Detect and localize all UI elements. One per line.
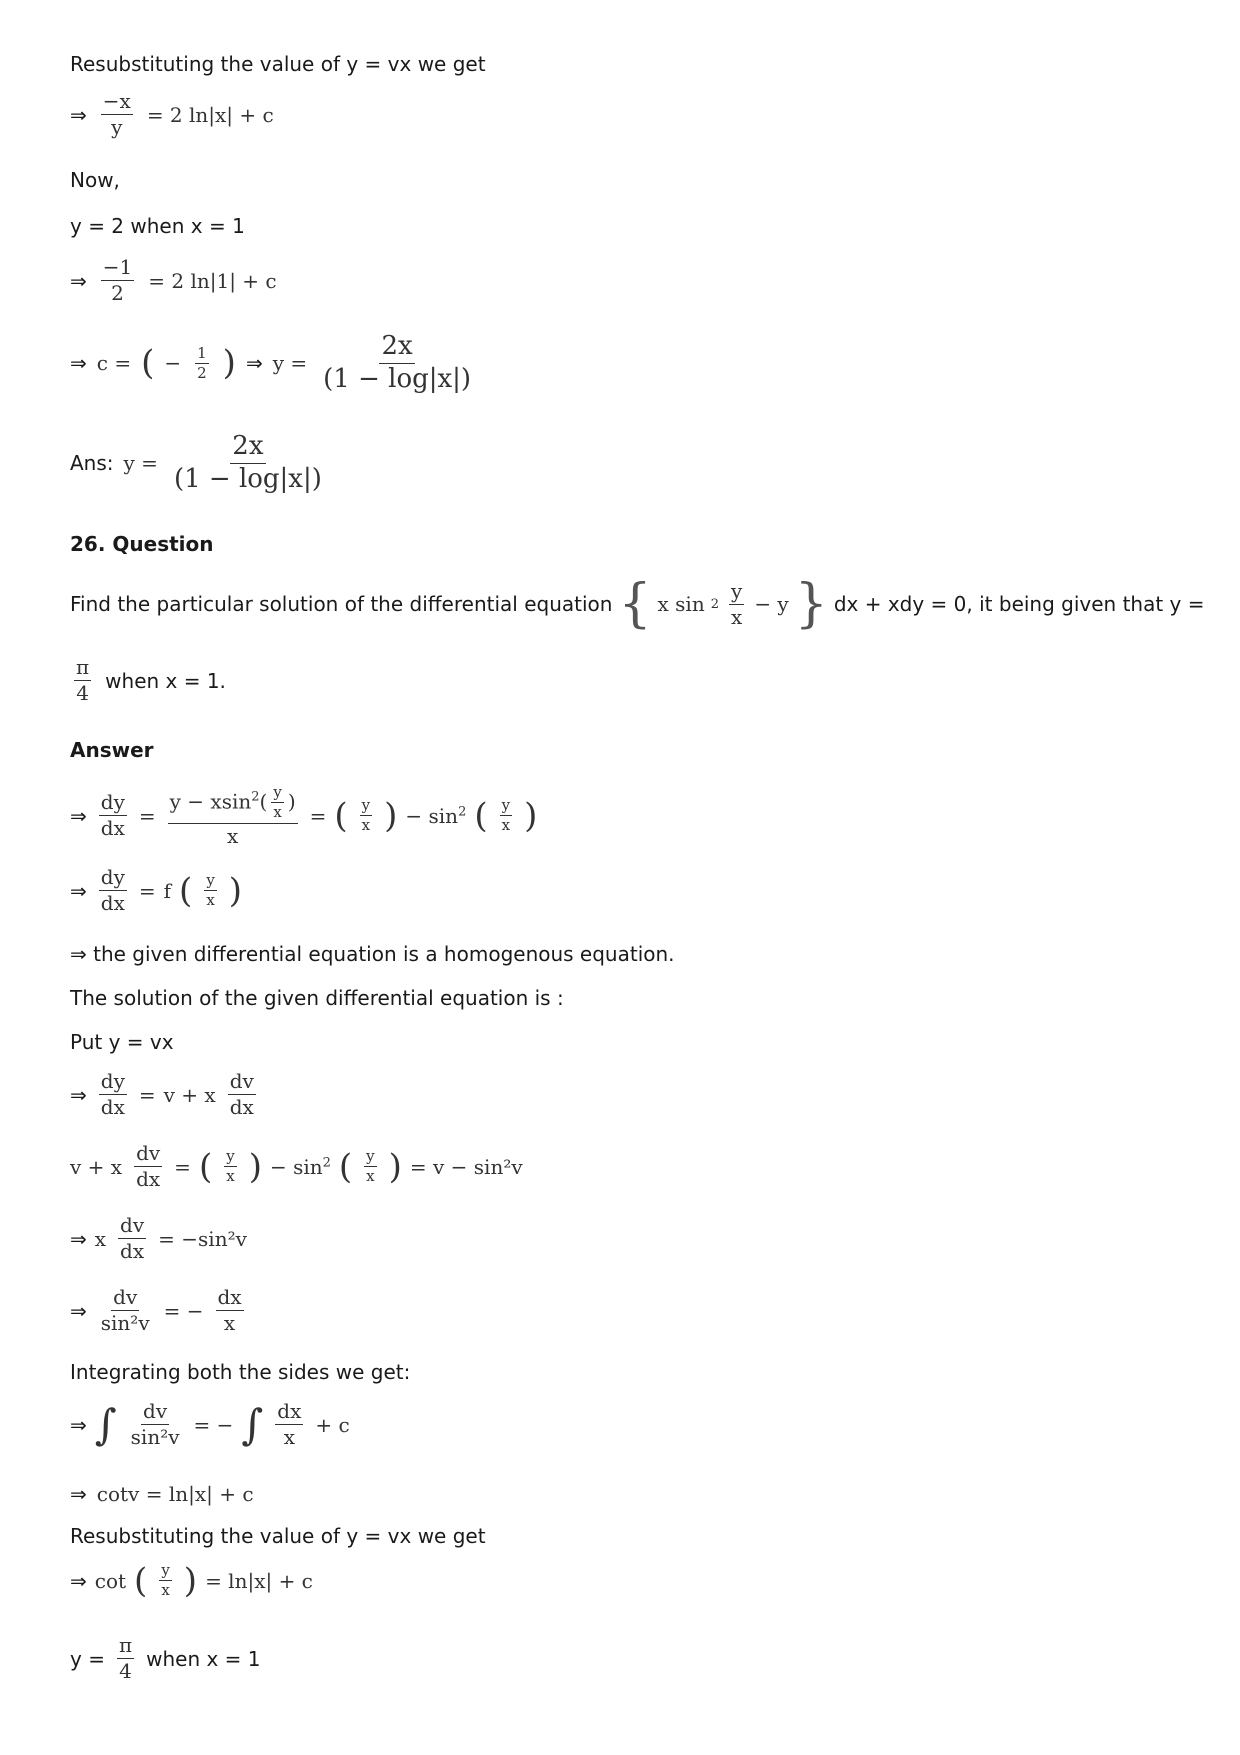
numerator: y bbox=[271, 784, 283, 803]
numerator: dx bbox=[277, 1399, 302, 1423]
numerator: 2x bbox=[230, 432, 265, 464]
fraction bbox=[74, 656, 91, 705]
denominator: 2 bbox=[197, 363, 207, 382]
numerator: π bbox=[118, 1633, 133, 1657]
numerator: dv bbox=[143, 1399, 168, 1423]
denominator: (1 − log|x|) bbox=[173, 463, 322, 494]
denominator: dx bbox=[136, 1167, 161, 1191]
close-paren: ) bbox=[228, 870, 243, 911]
open-paren: ( bbox=[179, 870, 193, 911]
implies-arrow: ⇒ bbox=[70, 1082, 87, 1107]
implies-arrow: ⇒ bbox=[70, 1298, 87, 1323]
fraction bbox=[275, 1400, 303, 1449]
numerator: dy bbox=[100, 865, 125, 889]
numerator: dy bbox=[100, 1069, 125, 1093]
denominator: x bbox=[731, 604, 743, 629]
denominator: x bbox=[161, 1581, 170, 1600]
equation-separated bbox=[70, 1286, 248, 1335]
implies-arrow: ⇒ bbox=[70, 1568, 87, 1593]
fraction bbox=[168, 784, 298, 848]
minus-y: − y bbox=[754, 592, 789, 616]
fraction bbox=[118, 1214, 146, 1263]
numerator: y bbox=[731, 578, 743, 603]
fraction bbox=[500, 797, 512, 835]
denominator: dx bbox=[100, 1095, 125, 1119]
fraction bbox=[224, 1148, 236, 1186]
numerator: dv bbox=[136, 1141, 161, 1165]
question-text bbox=[70, 574, 1205, 634]
equation-dydx-f bbox=[70, 866, 242, 915]
num-text: y − xsin bbox=[169, 789, 252, 814]
close-brace: } bbox=[794, 574, 828, 634]
fraction bbox=[99, 1286, 152, 1335]
plus-c: + c bbox=[315, 1412, 350, 1437]
integral-sign: ∫ bbox=[94, 1399, 117, 1449]
numerator: 2x bbox=[379, 332, 414, 364]
minus-sin: − $\sin^2$ bbox=[269, 1154, 331, 1179]
equation-dydx-1 bbox=[70, 784, 537, 848]
equation-cotv bbox=[70, 1482, 254, 1506]
rhs: = v − sin²v bbox=[409, 1154, 523, 1179]
question-text-cont bbox=[70, 656, 226, 705]
fraction bbox=[99, 791, 127, 840]
numerator: y bbox=[364, 1148, 376, 1167]
fraction bbox=[101, 256, 134, 305]
open-paren: ( bbox=[474, 795, 488, 836]
open-paren: ( bbox=[338, 1146, 353, 1187]
close-paren: ) bbox=[248, 1146, 262, 1187]
denominator: x bbox=[283, 1425, 295, 1449]
close-paren: ) bbox=[388, 1146, 402, 1187]
close-paren: ) bbox=[287, 789, 296, 814]
implies-arrow: ⇒ bbox=[245, 351, 263, 376]
denominator: y bbox=[111, 115, 123, 139]
close-paren: ) bbox=[384, 795, 398, 836]
equals-sign: = bbox=[309, 803, 327, 828]
rhs: = 2 ln|x| + c bbox=[146, 102, 274, 127]
rhs: = 2 ln|1| + c bbox=[148, 268, 277, 293]
equals-sign: = bbox=[138, 878, 156, 903]
implies-arrow: ⇒ bbox=[70, 1412, 87, 1437]
numerator: −1 bbox=[102, 255, 133, 279]
numerator bbox=[168, 784, 298, 824]
fraction bbox=[364, 1148, 376, 1186]
open-paren: ( bbox=[134, 1560, 148, 1601]
denominator: x bbox=[361, 816, 371, 835]
fraction bbox=[729, 580, 744, 629]
y-equals: y = bbox=[123, 451, 158, 476]
numerator: y bbox=[500, 797, 512, 816]
equation-substitution bbox=[70, 1070, 260, 1119]
fraction bbox=[129, 1400, 182, 1449]
equals-sign: = bbox=[138, 803, 156, 828]
denominator: x bbox=[226, 823, 239, 848]
exponent: 2 bbox=[710, 596, 719, 612]
text-integrating: Integrating both the sides we get: bbox=[70, 1360, 411, 1384]
equation-c-value bbox=[70, 332, 477, 395]
open-paren: ( bbox=[198, 1146, 213, 1187]
fraction bbox=[228, 1070, 256, 1119]
implies-arrow: ⇒ bbox=[70, 803, 87, 828]
equals-sign: = bbox=[174, 1154, 191, 1179]
numerator: y bbox=[224, 1148, 236, 1167]
denominator: x bbox=[366, 1167, 375, 1185]
text-now: Now, bbox=[70, 168, 120, 192]
rhs: = −sin²v bbox=[158, 1226, 247, 1251]
text-homogenous: ⇒ the given differential equation is a homogenous equation. bbox=[70, 942, 675, 966]
denominator: x bbox=[206, 891, 215, 909]
fraction bbox=[195, 345, 209, 383]
integral-sign: ∫ bbox=[241, 1399, 264, 1449]
equation-integral bbox=[70, 1400, 350, 1449]
when-text: when x = 1 bbox=[146, 1646, 261, 1671]
equation-separate bbox=[70, 1214, 247, 1263]
open-paren: ( bbox=[259, 789, 268, 814]
fraction bbox=[117, 1634, 134, 1683]
denominator: (1 − log|x|) bbox=[323, 363, 472, 394]
fraction bbox=[204, 872, 216, 910]
v-plus-x: v + x bbox=[163, 1082, 216, 1107]
open-paren: ( bbox=[334, 795, 348, 836]
fraction bbox=[321, 332, 473, 395]
v-plus-x: v + x bbox=[70, 1154, 123, 1179]
implies-arrow: ⇒ bbox=[70, 102, 87, 127]
numerator: 1 bbox=[195, 345, 209, 364]
text-solution-intro: The solution of the given differential equation is : bbox=[70, 986, 564, 1010]
numerator: dv bbox=[229, 1069, 254, 1093]
close-paren: ) bbox=[183, 1560, 198, 1601]
question-text-part-c: when x = 1. bbox=[105, 668, 226, 693]
question-heading-26: 26. Question bbox=[70, 532, 214, 556]
fraction bbox=[159, 1562, 171, 1600]
numerator: dv bbox=[120, 1213, 145, 1237]
numerator: y bbox=[204, 872, 216, 891]
denominator: x bbox=[226, 1167, 235, 1185]
denominator: dx bbox=[100, 816, 125, 841]
exponent: 2 bbox=[251, 789, 260, 805]
equation-cot-yx bbox=[70, 1562, 313, 1600]
answer-heading: Answer bbox=[70, 738, 154, 762]
numerator: dx bbox=[217, 1285, 242, 1309]
equals-sign: = bbox=[138, 1082, 156, 1107]
cot: cot bbox=[94, 1568, 127, 1593]
x-term: x bbox=[94, 1226, 107, 1251]
denominator: x bbox=[501, 816, 511, 835]
question-text-part-a: Find the particular solution of the differential equation bbox=[70, 592, 613, 616]
numerator: −x bbox=[102, 89, 131, 113]
function-f: f bbox=[163, 878, 172, 903]
question-text-part-b: dx + xdy = 0, it being given that y = bbox=[833, 592, 1205, 616]
denominator: x bbox=[223, 1311, 236, 1335]
numerator: y bbox=[159, 1562, 171, 1581]
answer-label: Ans: bbox=[70, 451, 114, 476]
text-put: Put y = vx bbox=[70, 1030, 174, 1054]
close-paren: ) bbox=[524, 795, 538, 836]
denominator: dx bbox=[100, 891, 125, 915]
cotv-line: cotv = ln|x| + c bbox=[96, 1482, 254, 1506]
equation-neg1-over-2 bbox=[70, 256, 277, 305]
open-brace: { bbox=[618, 574, 652, 634]
fraction bbox=[172, 432, 324, 495]
implies-arrow: ⇒ bbox=[70, 878, 87, 903]
text-resubstituting-2: Resubstituting the value of y = vx we get bbox=[70, 1524, 486, 1548]
c-equals: c = bbox=[96, 351, 132, 376]
fraction bbox=[99, 866, 127, 915]
close-paren: ) bbox=[222, 343, 236, 384]
denominator: x bbox=[273, 803, 282, 822]
fraction bbox=[360, 797, 372, 835]
implies-arrow: ⇒ bbox=[70, 268, 87, 293]
denominator: sin²v bbox=[100, 1311, 150, 1335]
x-sin: x sin bbox=[657, 592, 705, 616]
implies-arrow: ⇒ bbox=[70, 1226, 87, 1251]
denominator: 4 bbox=[76, 681, 89, 705]
text-condition-1: y = 2 when x = 1 bbox=[70, 214, 245, 238]
equation-v-form bbox=[70, 1142, 523, 1191]
fraction bbox=[101, 90, 133, 139]
numerator: y bbox=[360, 797, 372, 816]
denominator: dx bbox=[120, 1239, 145, 1263]
equals-minus: = − bbox=[163, 1298, 204, 1323]
minus-sign: − bbox=[164, 351, 182, 376]
denominator: dx bbox=[229, 1095, 254, 1119]
implies-arrow: ⇒ bbox=[70, 351, 87, 376]
fraction bbox=[216, 1286, 244, 1335]
y-equals: y = bbox=[272, 351, 308, 376]
text-resubstituting-1: Resubstituting the value of y = vx we get bbox=[70, 52, 486, 76]
numerator: π bbox=[76, 655, 90, 679]
numerator: dy bbox=[100, 790, 125, 815]
open-paren: ( bbox=[141, 343, 155, 384]
denominator: sin²v bbox=[130, 1425, 180, 1449]
equals-minus: = − bbox=[193, 1412, 234, 1437]
equation-neg-x-over-y bbox=[70, 90, 274, 139]
rhs: = ln|x| + c bbox=[205, 1568, 313, 1593]
implies-arrow: ⇒ bbox=[70, 1482, 87, 1506]
denominator: 2 bbox=[111, 281, 124, 305]
minus-sin: − $\sin^2$ bbox=[405, 803, 467, 828]
y-equals: y = bbox=[70, 1646, 105, 1671]
denominator: 4 bbox=[119, 1659, 132, 1683]
fraction bbox=[134, 1142, 162, 1191]
answer-line bbox=[70, 432, 328, 495]
condition-2 bbox=[70, 1634, 261, 1683]
fraction bbox=[271, 784, 283, 822]
fraction bbox=[99, 1070, 127, 1119]
numerator: dv bbox=[113, 1285, 138, 1309]
